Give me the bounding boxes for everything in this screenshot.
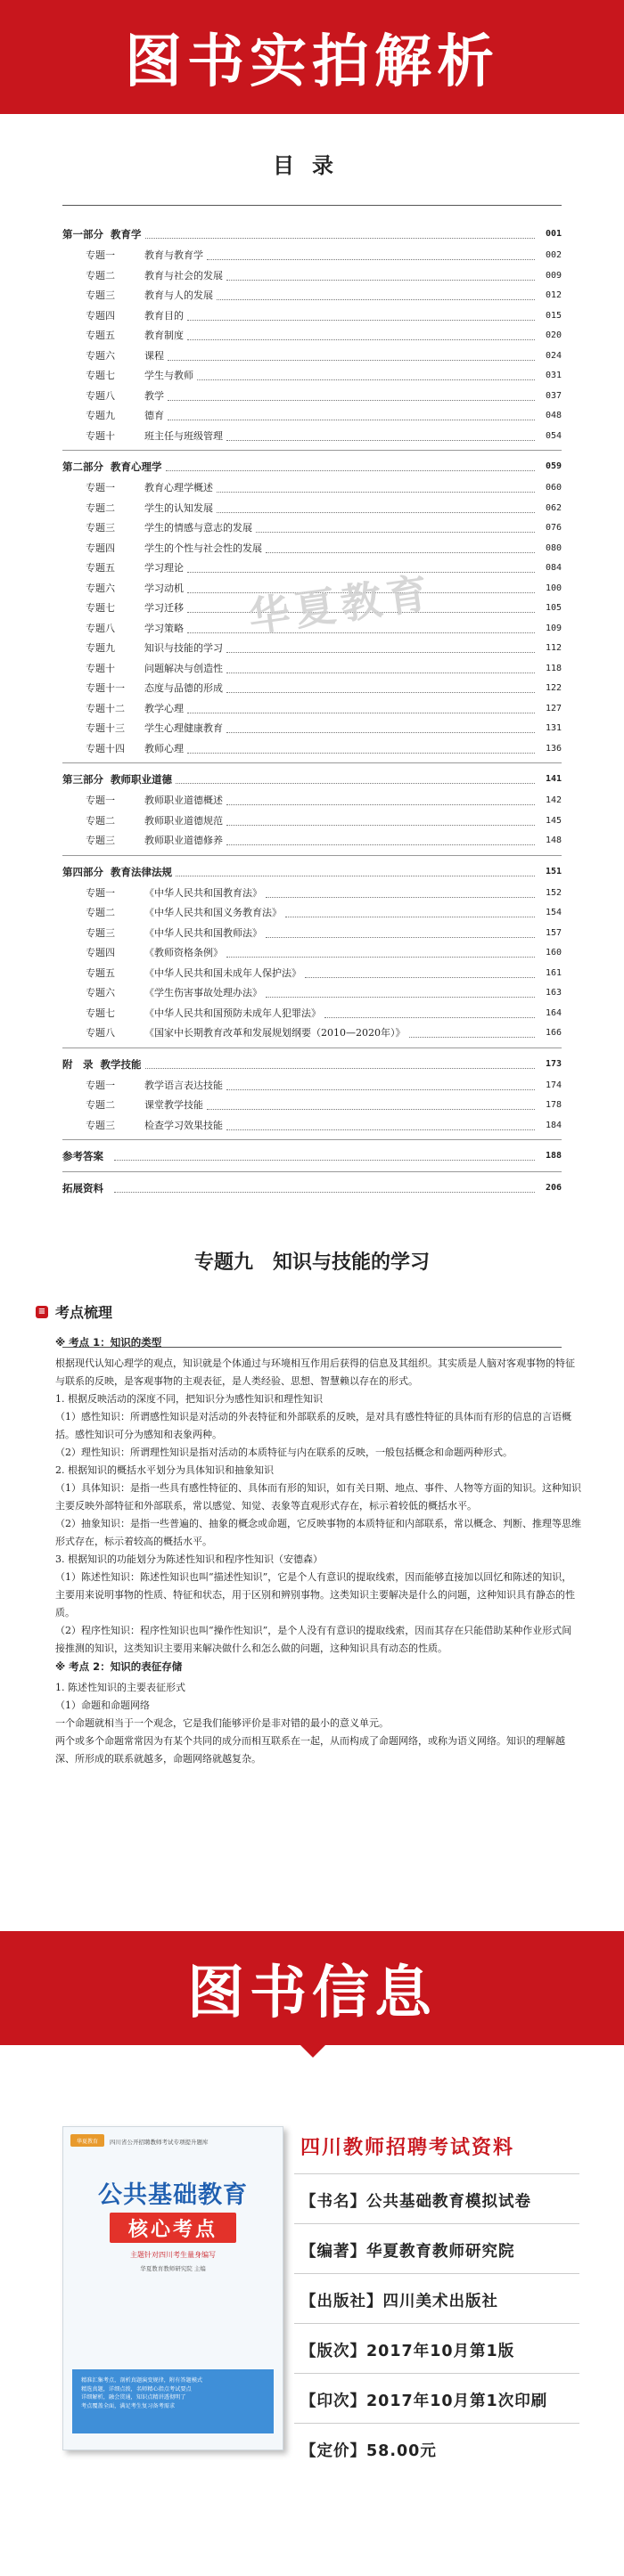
toc-leader-dots (226, 272, 535, 281)
toc-entry-label: 参考答案 (62, 1150, 103, 1162)
toc-topic-row[interactable] (62, 741, 562, 757)
toc-entry-title: 《国家中长期教育改革和发展规划纲要（2010—2020年）》 (144, 1027, 406, 1039)
toc-entry-label: 专题一 (86, 482, 115, 493)
toc-topic-row[interactable] (62, 966, 562, 982)
toc-page-number: 136 (545, 743, 562, 754)
toc-page-number: 100 (545, 583, 562, 593)
toc-topic-row[interactable] (62, 288, 562, 304)
knowledge-point-heading: ※ 考点 1：知识的类型 (55, 1336, 162, 1349)
toc-page-number: 122 (545, 683, 562, 693)
section-head (36, 1301, 112, 1322)
toc-entry-label: 专题四 (86, 947, 115, 958)
toc-page-number: 062 (545, 502, 562, 513)
toc-topic-row[interactable] (62, 833, 562, 849)
toc-entry-title: 学生心理健康教育 (144, 722, 223, 734)
toc-leader-dots (217, 291, 535, 300)
info-row-editor: 【编著】华夏教育教师研究院 (300, 2243, 515, 2261)
toc-page-number: 188 (545, 1151, 562, 1161)
cover-feature: 精选真题，详细点拨，名师精心指点考试要点 (81, 2385, 192, 2393)
toc-entry-label: 专题三 (86, 289, 115, 301)
toc-leader-dots (207, 1101, 535, 1110)
toc-leader-dots (226, 644, 535, 653)
info-row-price: 【定价】58.00元 (300, 2442, 437, 2460)
toc-topic-row[interactable] (62, 701, 562, 717)
toc-page-number: 060 (545, 483, 562, 493)
toc-separator (62, 1139, 562, 1140)
toc-page-number: 002 (545, 250, 562, 260)
knowledge-point-heading: ※ 考点 2：知识的表征存储 (55, 1660, 183, 1673)
toc-page-number: 031 (545, 371, 562, 380)
toc-leader-dots (256, 524, 535, 533)
toc-topic-row[interactable] (62, 541, 562, 557)
paragraph: （2）理性知识：所谓理性知识是指对活动的本质特征与内在联系的反映，一般包括概念和命题两种形式。 (55, 1447, 513, 1458)
toc-topic-row[interactable] (62, 721, 562, 737)
toc-entry-label: 专题一 (86, 886, 115, 899)
toc-page-number: 157 (545, 927, 562, 938)
bottom-banner: 图书信息 (0, 1931, 624, 2045)
paragraph: （1）陈述性知识：陈述性知识也叫“描述性知识”，它是个人有意识的提取线索，因而能够直接加以回忆和陈述的知识，主要用来说明事物的性质、特征和状态，用于区别和辨别事物。这类知识主要解决是什么的问题，这种知识具有静态的性质。 (55, 1571, 575, 1618)
toc-entry-label: 专题十四 (86, 742, 125, 754)
toc-topic-row[interactable] (62, 328, 562, 344)
toc-part-row[interactable] (62, 771, 562, 787)
info-rule (294, 2373, 579, 2374)
toc-leader-dots (409, 1029, 536, 1038)
toc-leader-dots (187, 331, 535, 340)
toc-leader-dots (168, 412, 535, 420)
toc-entry-title: 学习理论 (144, 562, 184, 574)
toc-leader-dots (168, 352, 535, 361)
toc-page-number: 163 (545, 988, 562, 998)
cover-editor: 华夏教育教师研究院 主编 (140, 2265, 206, 2272)
toc-page-number: 173 (545, 1058, 562, 1069)
toc-entry-label: 专题六 (86, 987, 115, 999)
toc-entry-title: 教学 (144, 389, 164, 402)
toc-topic-row[interactable] (62, 268, 562, 284)
toc-page-number: 145 (545, 815, 562, 826)
toc-entry-label: 专题二 (86, 1099, 115, 1111)
toc-entry-title: 教学技能 (100, 1057, 142, 1071)
toc-page-number: 076 (545, 523, 562, 533)
toc-page-number: 160 (545, 948, 562, 958)
toc-entry-title: 教师职业道德概述 (144, 795, 223, 806)
toc-page-number: 161 (545, 967, 562, 978)
toc-entry-label: 专题六 (86, 349, 115, 362)
toc-leader-dots (114, 1152, 535, 1161)
toc-entry-title: 学习迁移 (144, 602, 184, 614)
paragraph: （1）具体知识：是指一些具有感性特征的、具体而有形的知识，如有关日期、地点、事件、人物等方面的知识。这种知识主要反映外部特征和外部联系，常以感觉、知觉、表象等直观形式存在，标示着较低的概括水平。 (55, 1482, 581, 1512)
toc-leader-dots (266, 989, 535, 998)
toc-page-number: 154 (545, 908, 562, 917)
toc-leader-dots (114, 1184, 535, 1193)
paragraph: 3. 根据知识的功能划分为陈述性知识和程序性知识（安德森） (55, 1553, 323, 1565)
toc-entry-label: 专题一 (86, 1079, 115, 1091)
toc-entry-title: 学生与教师 (144, 370, 193, 381)
info-row-printing: 【印次】2017年10月第1次印刷 (300, 2393, 548, 2410)
toc-topic-row[interactable] (62, 520, 562, 536)
toc-leader-dots (226, 664, 535, 673)
toc-leader-dots (145, 1060, 536, 1069)
cover-feature: 详细解析，融会贯通，知识点精讲透彻明了 (81, 2394, 186, 2401)
table-of-contents (0, 114, 624, 1361)
toc-entry-label: 专题九 (86, 642, 115, 654)
toc-entry-title: 知识与技能的学习 (144, 642, 223, 654)
toc-topic-row[interactable] (62, 925, 562, 942)
toc-entry-title: 学习策略 (144, 622, 184, 634)
toc-part-row[interactable] (62, 1180, 562, 1196)
toc-entry-label: 专题一 (86, 795, 115, 806)
toc-entry-title: 《中华人民共和国教育法》 (144, 886, 262, 899)
info-title: 四川教师招聘考试资料 (300, 2137, 515, 2159)
toc-topic-row[interactable] (62, 985, 562, 1001)
toc-part-row[interactable] (62, 226, 562, 242)
toc-entry-title: 班主任与班级管理 (144, 429, 223, 442)
toc-entry-title: 学习动机 (144, 582, 184, 594)
toc-topic-row[interactable] (62, 248, 562, 264)
paragraph: 根据现代认知心理学的观点，知识就是个体通过与环境相互作用后获得的信息及其组织。其实质是人脑对客观事物的特征与联系的反映，是客观事物的主观表征，是人类经验、思想、智慧赖以存在的形式。 (55, 1357, 575, 1387)
toc-page-number: 151 (545, 866, 562, 876)
toc-entry-title: 教学语言表达技能 (144, 1079, 223, 1091)
toc-entry-label: 专题八 (86, 622, 115, 634)
toc-entry-label: 第二部分 (62, 461, 103, 473)
watermark: 华夏教育 (245, 567, 437, 642)
toc-leader-dots (217, 504, 535, 513)
toc-entry-title: 教育学 (111, 228, 142, 240)
toc-entry-label: 专题四 (86, 542, 115, 554)
toc-entry-label: 专题六 (86, 582, 115, 594)
toc-leader-dots (266, 929, 535, 938)
cover-title-sub: 核心考点 (110, 2213, 236, 2243)
toc-entry-label: 专题五 (86, 966, 115, 979)
toc-entry-label: 专题七 (86, 1007, 115, 1019)
toc-entry-title: 问题解决与创造性 (144, 662, 223, 674)
toc-leader-dots (176, 775, 535, 784)
toc-leader-dots (226, 817, 535, 826)
toc-page-number: 166 (545, 1028, 562, 1038)
toc-page-number: 024 (545, 350, 562, 361)
toc-topic-row[interactable] (62, 813, 562, 829)
book-cover (62, 2126, 283, 2450)
toc-topic-row[interactable] (62, 480, 562, 496)
section-head-label: 考点梳理 (55, 1304, 113, 1321)
toc-part-row[interactable] (62, 459, 562, 475)
toc-leader-dots (226, 684, 535, 693)
toc-page-number: 105 (545, 603, 562, 613)
cover-title-main: 公共基础教育 (98, 2181, 248, 2209)
toc-entry-title: 学生的情感与意志的发展 (144, 522, 252, 534)
toc-entry-title: 教育与人的发展 (144, 289, 213, 301)
toc-leader-dots (187, 705, 535, 713)
toc-entry-title: 《中华人民共和国预防未成年人犯罪法》 (144, 1007, 321, 1019)
toc-topic-row[interactable] (62, 793, 562, 809)
info-rule (294, 2423, 579, 2424)
series-label: 四川省公开招聘教师考试专项提升题库 (110, 2139, 209, 2146)
paragraph: （2）抽象知识：是指一些普遍的、抽象的概念或命题，它反映事物的本质特征和内部联系，常以概念、判断、推理等思维形式存在，标示着较高的概括水平。 (55, 1518, 581, 1547)
paragraph: （1）命题和命题网络 (55, 1700, 150, 1711)
toc-topic-row[interactable] (62, 408, 562, 424)
info-row-book-name: 【书名】公共基础教育模拟试卷 (300, 2193, 531, 2211)
toc-leader-dots (226, 1081, 535, 1090)
toc-topic-row[interactable] (62, 885, 562, 901)
toc-topic-row[interactable] (62, 905, 562, 921)
toc-entry-title: 教学心理 (144, 702, 184, 714)
toc-entry-label: 专题十 (86, 429, 115, 442)
toc-page-number: 109 (545, 623, 562, 633)
toc-separator (62, 1171, 562, 1172)
toc-page-number: 152 (545, 887, 562, 898)
toc-entry-label: 专题一 (86, 249, 115, 261)
info-rule (294, 2323, 579, 2324)
toc-part-row[interactable] (62, 864, 562, 880)
cover-subtitle: 主题针对四川考生量身编写 (130, 2251, 216, 2259)
toc-page-number: 142 (545, 795, 562, 805)
toc-leader-dots (266, 544, 535, 553)
toc-page-number: 141 (545, 774, 562, 784)
toc-page-number: 084 (545, 563, 562, 573)
toc-entry-label: 专题十 (86, 662, 115, 674)
toc-separator (62, 855, 562, 856)
toc-entry-title: 检查学习效果技能 (144, 1119, 223, 1131)
toc-entry-label: 第四部分 (62, 865, 103, 878)
toc-entry-title: 态度与品德的形成 (144, 682, 223, 694)
toc-entry-title: 教师心理 (144, 742, 184, 754)
toc-page-number: 164 (545, 1007, 562, 1018)
toc-entry-label: 专题三 (86, 1119, 115, 1131)
toc-entry-title: 《中华人民共和国教师法》 (144, 926, 262, 939)
toc-leader-dots (266, 889, 535, 898)
toc-page-number: 080 (545, 542, 562, 553)
toc-entry-label: 专题十二 (86, 702, 125, 714)
toc-page-number: 009 (545, 270, 562, 281)
toc-topic-row[interactable] (62, 1118, 562, 1134)
toc-entry-title: 《教师资格条例》 (144, 947, 223, 958)
toc-entry-title: 教育目的 (144, 309, 184, 322)
toc-page-number: 127 (545, 703, 562, 713)
toc-topic-row[interactable] (62, 1097, 562, 1113)
toc-page-number: 178 (545, 1100, 562, 1110)
toc-entry-title: 《中华人民共和国义务教育法》 (144, 907, 282, 918)
toc-leader-dots (324, 1009, 535, 1018)
toc-topic-row[interactable] (62, 348, 562, 364)
info-rule (294, 2223, 579, 2224)
publisher-logo: 华夏教育 (70, 2134, 104, 2147)
info-row-publisher: 【出版社】四川美术出版社 (300, 2293, 498, 2311)
toc-entry-label: 专题三 (86, 522, 115, 534)
toc-page-number: 012 (545, 290, 562, 300)
toc-entry-title: 教育心理学概述 (144, 482, 213, 493)
toc-topic-row[interactable] (62, 501, 562, 517)
info-rule (294, 2173, 579, 2174)
toc-entry-label: 专题七 (86, 370, 115, 381)
toc-entry-title: 教育制度 (144, 330, 184, 341)
toc-entry-label: 专题四 (86, 309, 115, 322)
toc-leader-dots (285, 909, 535, 917)
info-row-edition: 【版次】2017年10月第1版 (300, 2343, 515, 2360)
toc-entry-label: 专题十三 (86, 722, 125, 734)
paragraph: （1）感性知识：所谓感性知识是对活动的外表特征和外部联系的反映，是对具有感性特征的具体而有形的信息的言语概括。感性知识可分为感知和表象两种。 (55, 1411, 571, 1440)
toc-topic-row[interactable] (62, 661, 562, 677)
toc-topic-row[interactable] (62, 1006, 562, 1022)
toc-entry-title: 课堂教学技能 (144, 1099, 203, 1111)
toc-leader-dots (226, 1121, 535, 1130)
toc-page-number: 131 (545, 723, 562, 733)
toc-entry-title: 学生的认知发展 (144, 501, 213, 514)
toc-leader-dots (226, 836, 535, 845)
cover-feature: 考点覆盖全面，满足考生复习备考需求 (81, 2402, 176, 2409)
toc-page-number: 054 (545, 430, 562, 441)
toc-part-row[interactable] (62, 1148, 562, 1164)
toc-leader-dots (217, 484, 535, 493)
toc-page-number: 059 (545, 461, 562, 471)
toc-topic-row[interactable] (62, 388, 562, 404)
toc-entry-title: 教育与社会的发展 (144, 269, 223, 281)
cover-feature-block (72, 2369, 274, 2433)
cover-feature: 精准汇集考点，剖析真题演变规律，附有答题模式 (81, 2377, 203, 2384)
toc-title: 目录 (273, 152, 351, 178)
toc-topic-row[interactable] (62, 308, 562, 324)
top-banner: 图书实拍解析 (0, 0, 624, 114)
toc-page-number: 174 (545, 1080, 562, 1090)
toc-entry-title: 课程 (144, 349, 164, 362)
toc-entry-label: 专题八 (86, 1027, 115, 1039)
toc-leader-dots (166, 462, 536, 471)
toc-page-number: 001 (545, 229, 562, 239)
toc-topic-row[interactable] (62, 560, 562, 576)
toc-page-number: 148 (545, 836, 562, 845)
toc-leader-dots (226, 432, 535, 441)
toc-leader-dots (226, 796, 535, 805)
bookmark-icon: ≡ (36, 1306, 48, 1318)
toc-entry-title: 《学生伤害事故处理办法》 (144, 987, 262, 999)
paragraph: 1. 根据反映活动的深度不同，把知识分为感性知识和理性知识 (55, 1393, 323, 1405)
toc-page-number: 206 (545, 1183, 562, 1193)
toc-entry-title: 教育法律法规 (111, 865, 172, 878)
chapter-title: 专题九 知识与技能的学习 (193, 1251, 430, 1274)
info-rule (294, 2273, 579, 2274)
toc-entry-title: 德育 (144, 410, 164, 421)
toc-page-number: 015 (545, 310, 562, 321)
toc-leader-dots (197, 371, 535, 380)
toc-leader-dots (145, 230, 536, 239)
toc-entry-title: 教育心理学 (111, 461, 162, 473)
toc-page-number: 020 (545, 330, 562, 340)
toc-topic-row[interactable] (62, 368, 562, 384)
toc-part-row[interactable] (62, 1056, 562, 1072)
toc-entry-label: 专题二 (86, 907, 115, 918)
toc-entry-label: 附 录 (62, 1057, 94, 1071)
toc-entry-title: 《中华人民共和国未成年人保护法》 (144, 966, 301, 979)
toc-entry-label: 专题三 (86, 926, 115, 939)
toc-leader-dots (305, 969, 535, 978)
paragraph: 一个命题就相当于一个观念，它是我们能够评价是非对错的最小的意义单元。 (55, 1717, 389, 1729)
toc-top-rule (62, 205, 562, 206)
toc-entry-label: 第三部分 (62, 773, 103, 786)
toc-leader-dots (187, 312, 535, 321)
paragraph: （2）程序性知识：程序性知识也叫“操作性知识”，是个人没有有意识的提取线索，因而其存在只能借助某种作业形式间接推测的知识，这类知识主要用来解决做什么和怎么做的问题，这种知识具有动态的性质。 (55, 1625, 572, 1654)
toc-leader-dots (207, 251, 535, 260)
toc-entry-label: 专题二 (86, 501, 115, 514)
toc-entry-label: 专题五 (86, 330, 115, 341)
toc-topic-row[interactable] (62, 1078, 562, 1094)
toc-entry-label: 专题二 (86, 269, 115, 281)
toc-topic-row[interactable] (62, 681, 562, 697)
toc-page-number: 048 (545, 411, 562, 420)
toc-entry-label: 专题七 (86, 602, 115, 614)
toc-entry-label: 专题三 (86, 835, 115, 846)
toc-entry-label: 专题八 (86, 389, 115, 402)
toc-entry-title: 教师职业道德修养 (144, 835, 223, 846)
toc-leader-dots (168, 392, 535, 401)
toc-leader-dots (187, 745, 535, 754)
toc-page-number: 184 (545, 1120, 562, 1130)
toc-entry-label: 拓展资料 (62, 1182, 103, 1194)
toc-topic-row[interactable] (62, 640, 562, 656)
toc-page-number: 037 (545, 390, 562, 401)
paragraph: 1. 陈述性知识的主要表征形式 (55, 1682, 185, 1693)
toc-separator (62, 450, 562, 451)
banner-notch (300, 2045, 325, 2058)
paragraph: 2. 根据知识的概括水平划分为具体知识和抽象知识 (55, 1464, 274, 1476)
toc-topic-row[interactable] (62, 1025, 562, 1041)
toc-separator (62, 762, 562, 763)
toc-entry-label: 专题十一 (86, 682, 125, 694)
toc-entry-title: 教师职业道德 (111, 773, 172, 786)
toc-entry-title: 学生的个性与社会性的发展 (144, 542, 262, 554)
toc-entry-label: 专题五 (86, 562, 115, 574)
toc-entry-label: 专题二 (86, 814, 115, 827)
toc-entry-label: 第一部分 (62, 228, 103, 240)
toc-entry-title: 教育与教育学 (144, 249, 203, 261)
toc-entry-label: 专题九 (86, 410, 115, 421)
paragraph: 两个或多个命题常常因为有某个共同的成分而相互联系在一起，从而构成了命题网络，或称为语义网络。知识的理解越深、所形成的联系就越多，命题网络就越复杂。 (55, 1735, 565, 1765)
toc-leader-dots (176, 868, 535, 876)
toc-topic-row[interactable] (62, 945, 562, 961)
toc-topic-row[interactable] (62, 428, 562, 444)
toc-page-number: 112 (545, 643, 562, 653)
toc-leader-dots (226, 949, 535, 958)
toc-leader-dots (226, 724, 535, 733)
toc-entry-title: 教师职业道德规范 (144, 814, 223, 827)
toc-page-number: 118 (545, 663, 562, 673)
